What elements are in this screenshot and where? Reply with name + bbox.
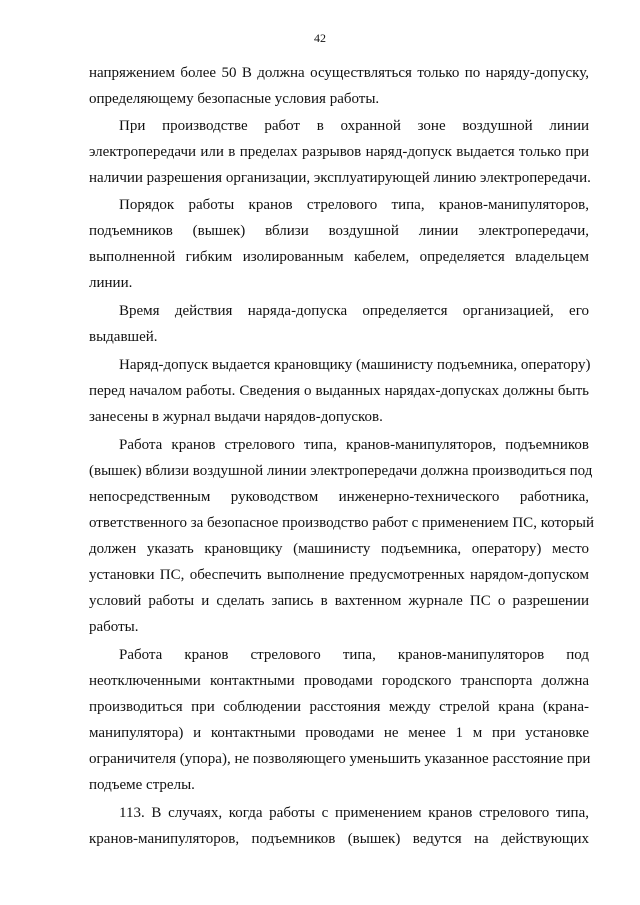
paragraph	[89, 113, 589, 191]
page-number: 42	[314, 31, 326, 45]
text-line: манипулятора) и контактными проводами не менее 1 м при установке	[89, 725, 589, 741]
paragraph	[89, 352, 589, 430]
text-line: 113. В случаях, когда работы с применением кранов стрелового типа,	[119, 805, 589, 821]
text-line: производиться при соблюдении расстояния между стрелой крана (крана-	[89, 699, 589, 715]
text-line: работы.	[89, 619, 139, 635]
text-line: напряжением более 50 В должна осуществляться только по наряду-допуску,	[89, 65, 589, 81]
text-line: выдавшей.	[89, 329, 158, 345]
paragraph	[89, 432, 594, 640]
text-line: установки ПС, обеспечить выполнение предусмотренных нарядом-допуском	[89, 567, 589, 583]
paragraph	[89, 60, 589, 112]
text-line: электропередачи или в пределах разрывов наряд-допуск выдается только при	[89, 144, 589, 160]
text-line: наличии разрешения организации, эксплуатирующей линию электропередачи.	[89, 170, 591, 186]
text-line: подъемников (вышек) вблизи воздушной линии электропередачи,	[89, 223, 589, 239]
text-line: подъеме стрелы.	[89, 777, 195, 793]
paragraph	[89, 800, 589, 852]
text-line: Наряд-допуск выдается крановщику (машинисту подъемника, оператору)	[119, 357, 591, 373]
text-line: Работа кранов стрелового типа, кранов-манипуляторов, подъемников	[119, 437, 589, 453]
text-line: непосредственным руководством инженерно-технического работника,	[89, 489, 589, 505]
text-line: занесены в журнал выдачи нарядов-допусков.	[89, 409, 383, 425]
text-line: перед началом работы. Сведения о выданных нарядах-допусках должны быть	[89, 383, 589, 399]
text-line: Порядок работы кранов стрелового типа, кранов-манипуляторов,	[119, 197, 589, 213]
document-body	[89, 60, 594, 852]
text-line: ограничителя (упора), не позволяющего уменьшить указанное расстояние при	[89, 751, 591, 767]
text-line: определяющему безопасные условия работы.	[89, 91, 380, 107]
text-line: условий работы и сделать запись в вахтенном журнале ПС о разрешении	[89, 593, 589, 609]
text-line: неотключенными контактными проводами городского транспорта должна	[89, 673, 589, 689]
text-line: Работа кранов стрелового типа, кранов-манипуляторов под	[119, 647, 589, 663]
text-line: линии.	[89, 275, 133, 291]
paragraph	[89, 642, 589, 798]
text-line: кранов-манипуляторов, подъемников (вышек) ведутся на действующих	[89, 831, 589, 847]
text-line: При производстве работ в охранной зоне воздушной линии	[119, 118, 589, 134]
text-line: должен указать крановщику (машинисту подъемника, оператору) место	[89, 541, 589, 557]
text-line: выполненной гибким изолированным кабелем, определяется владельцем	[89, 249, 589, 265]
text-line: ответственного за безопасное производство работ с применением ПС, который	[89, 515, 594, 531]
paragraph	[89, 298, 589, 350]
paragraph	[89, 192, 589, 296]
text-line: Время действия наряда-допуска определяется организацией, его	[119, 303, 589, 319]
text-line: (вышек) вблизи воздушной линии электропередачи должна производиться под	[89, 463, 593, 479]
